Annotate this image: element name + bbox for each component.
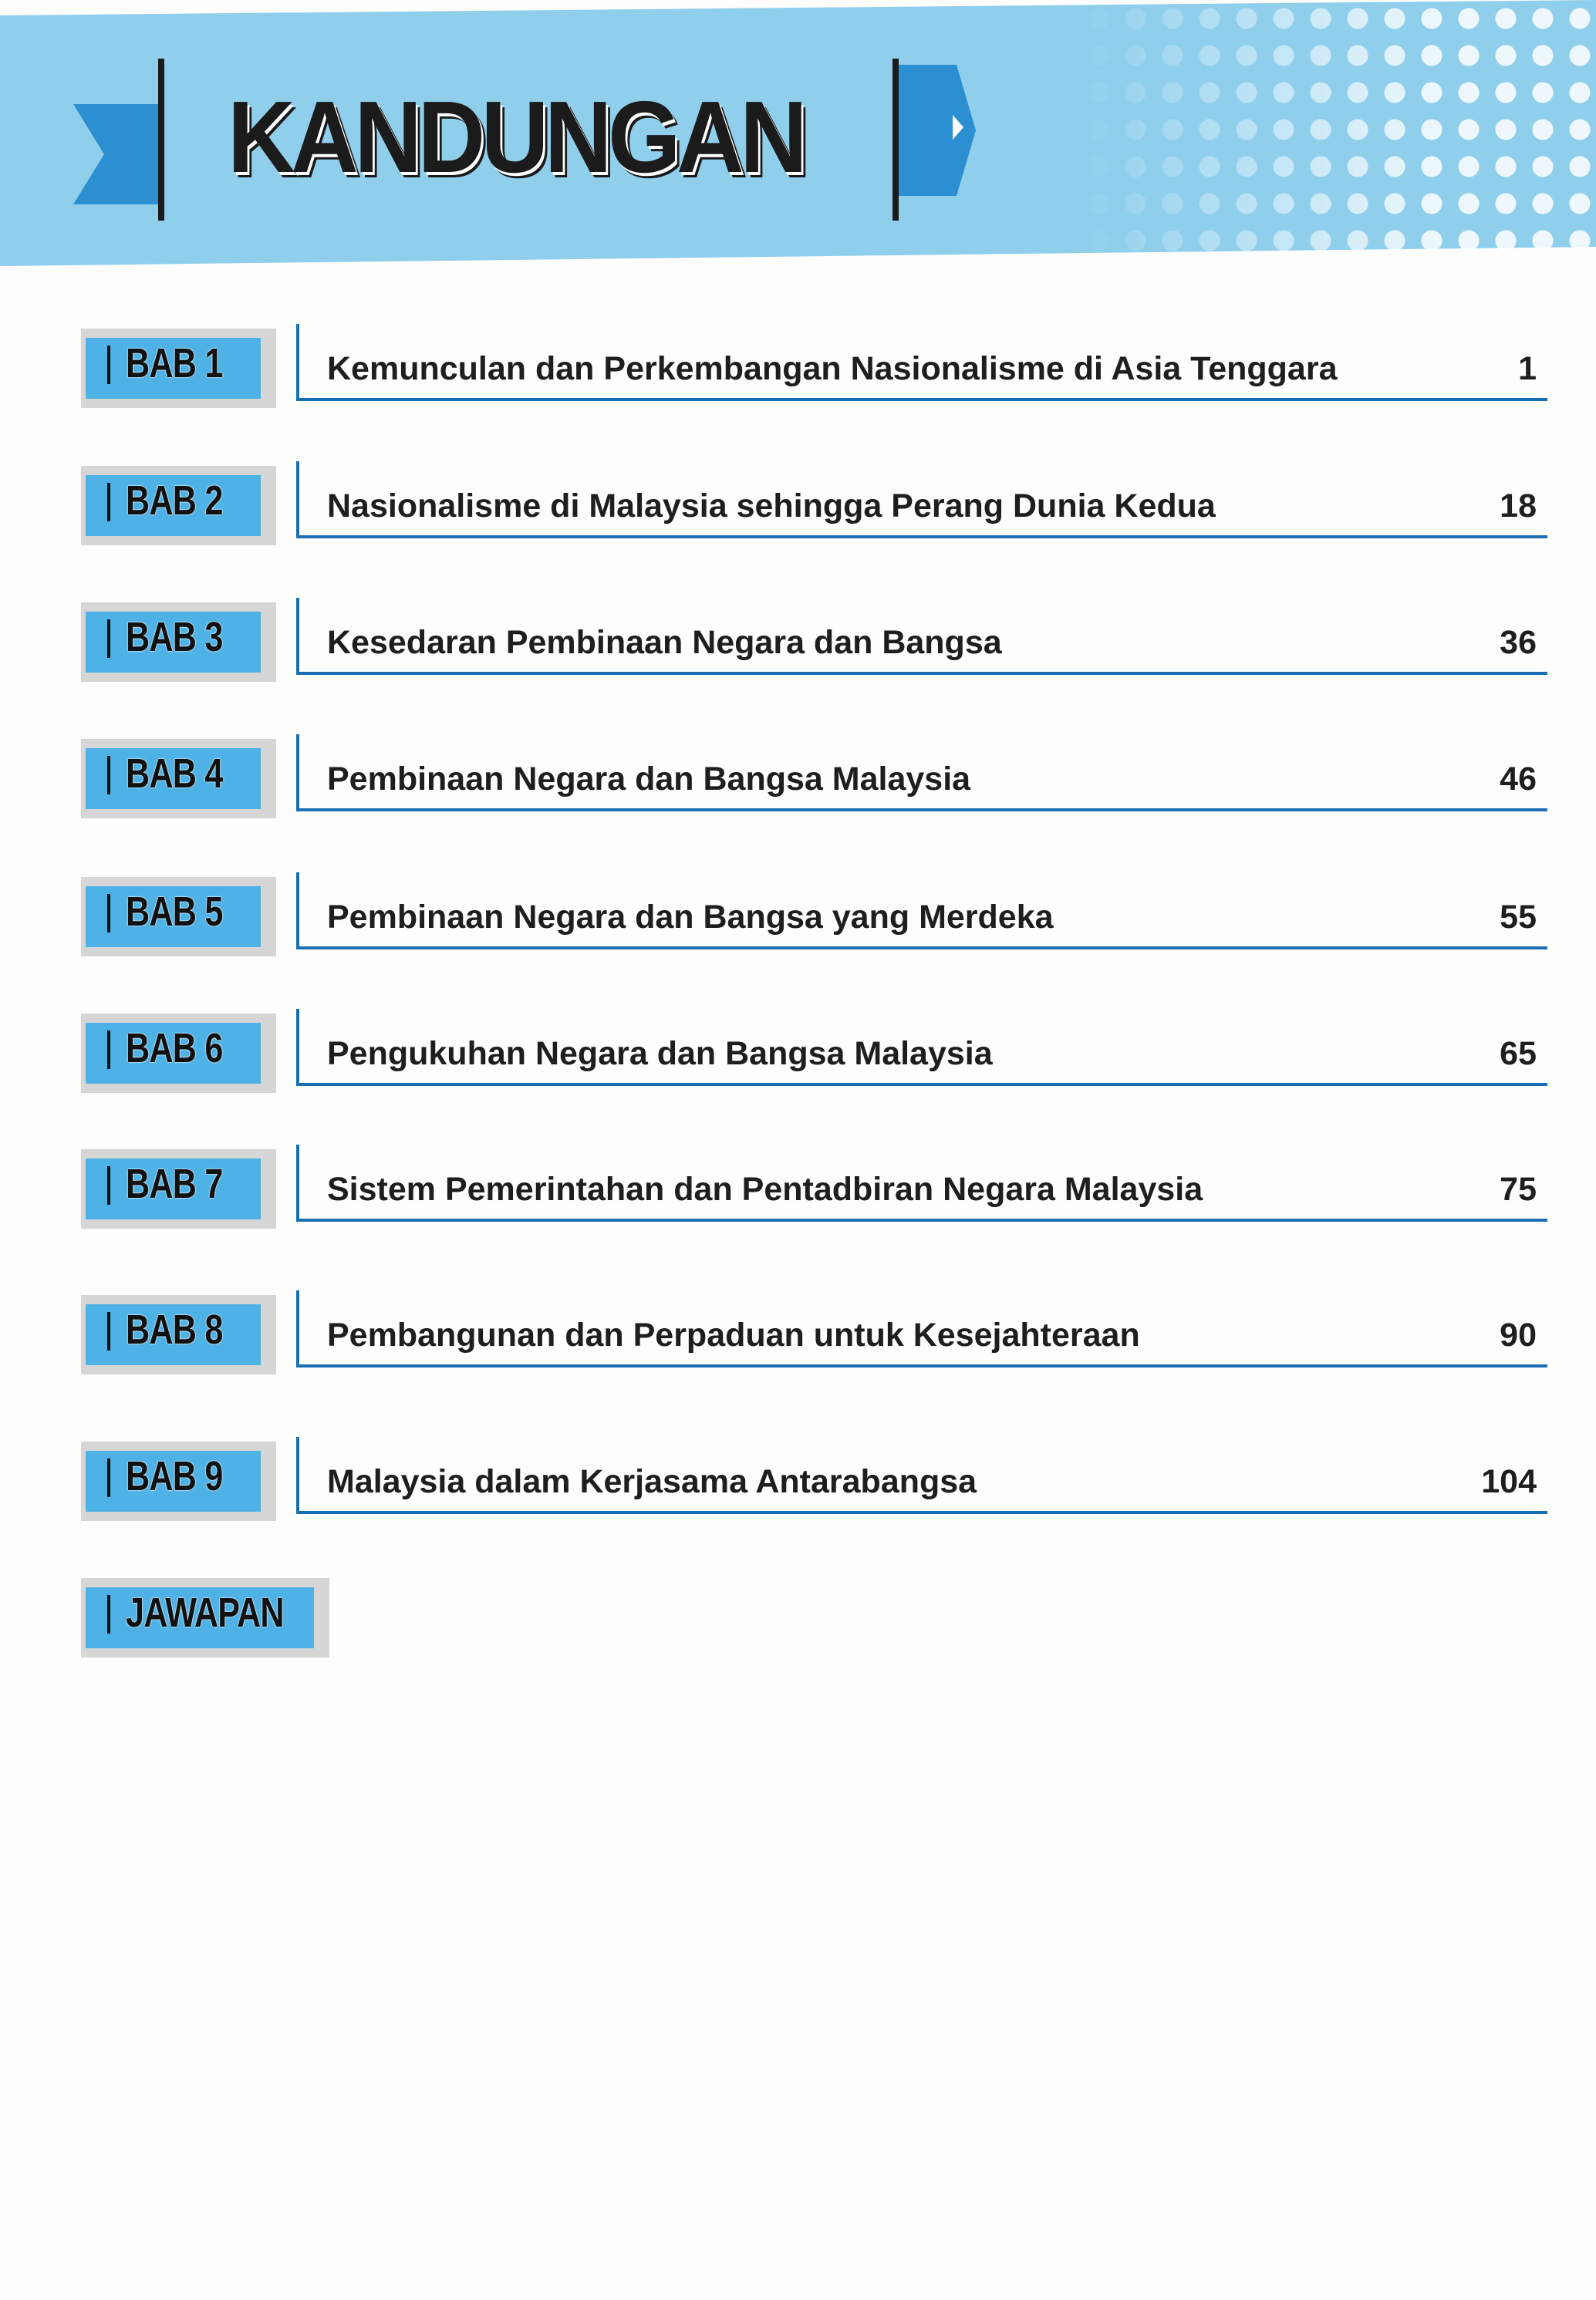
chapter-label: BAB 6 xyxy=(126,1025,223,1071)
chapter-entry[interactable] xyxy=(296,324,1547,401)
chapter-label-box xyxy=(81,1149,276,1229)
chapter-entry[interactable] xyxy=(296,1290,1547,1368)
chapter-page-number: 65 xyxy=(1500,1035,1537,1072)
chapter-label-box xyxy=(81,1013,276,1093)
chapter-label: BAB 8 xyxy=(126,1307,223,1353)
toc-row[interactable] xyxy=(0,329,1596,413)
toc-row[interactable] xyxy=(0,466,1596,551)
chapter-label: BAB 3 xyxy=(126,614,223,660)
chapter-title: Nasionalisme di Malaysia sehingga Perang Dunia Kedua xyxy=(327,487,1216,524)
chapter-entry[interactable] xyxy=(296,1145,1547,1222)
toc-row[interactable] xyxy=(0,1013,1596,1098)
chapter-title: Pembangunan dan Perpaduan untuk Kesejahteraan xyxy=(327,1317,1140,1354)
chapter-page-number: 36 xyxy=(1500,624,1537,661)
chapter-label-box xyxy=(81,1442,276,1521)
toc-row[interactable] xyxy=(0,1149,1596,1234)
chapter-page-number: 46 xyxy=(1500,760,1537,798)
answers-label: JAWAPAN xyxy=(126,1590,284,1636)
chapter-title: Pembinaan Negara dan Bangsa Malaysia xyxy=(327,760,971,798)
answers-label-box xyxy=(81,1578,329,1658)
chapter-label: BAB 5 xyxy=(126,889,223,935)
chapter-entry[interactable] xyxy=(296,461,1547,538)
chapter-label: BAB 9 xyxy=(126,1453,223,1499)
chapter-label-box xyxy=(81,1295,276,1374)
chapter-page-number: 18 xyxy=(1500,487,1537,524)
chapter-title: Malaysia dalam Kerjasama Antarabangsa xyxy=(327,1463,977,1500)
toc-row[interactable] xyxy=(0,1442,1596,1526)
halftone-dots-decoration xyxy=(1080,0,1596,262)
chapter-label: BAB 4 xyxy=(126,750,223,797)
toc-row[interactable] xyxy=(0,877,1596,962)
chapter-page-number: 55 xyxy=(1500,899,1537,936)
chapter-label-box xyxy=(81,329,276,408)
chapter-label-box xyxy=(81,466,276,545)
chapter-entry[interactable] xyxy=(296,598,1547,675)
chapter-entry[interactable] xyxy=(296,1437,1547,1514)
toc-row[interactable] xyxy=(0,739,1596,824)
chapter-entry[interactable] xyxy=(296,734,1547,811)
chapter-page-number: 90 xyxy=(1500,1317,1537,1354)
chapter-label-box xyxy=(81,739,276,818)
toc-row[interactable] xyxy=(0,1295,1596,1380)
chapter-entry[interactable] xyxy=(296,872,1547,949)
chapter-page-number: 1 xyxy=(1518,350,1537,387)
chapter-label-box xyxy=(81,602,276,682)
toc-row[interactable] xyxy=(0,602,1596,687)
toc-answers[interactable] xyxy=(0,1578,1596,1663)
chapter-label: BAB 1 xyxy=(126,340,223,386)
chapter-entry[interactable] xyxy=(296,1009,1547,1086)
chapter-title: Kemunculan dan Perkembangan Nasionalisme di Asia Tenggara xyxy=(327,350,1338,387)
chapter-title: Sistem Pemerintahan dan Pentadbiran Negara Malaysia xyxy=(327,1171,1203,1208)
chapter-label: BAB 7 xyxy=(126,1161,223,1207)
chapter-page-number: 75 xyxy=(1500,1171,1537,1208)
chapter-label-box xyxy=(81,877,276,956)
chapter-title: Kesedaran Pembinaan Negara dan Bangsa xyxy=(327,624,1002,661)
chapter-page-number: 104 xyxy=(1481,1463,1537,1500)
page-title: KANDUNGAN xyxy=(228,80,804,194)
chapter-title: Pengukuhan Negara dan Bangsa Malaysia xyxy=(327,1035,993,1072)
chapter-label: BAB 2 xyxy=(126,477,223,524)
chapter-title: Pembinaan Negara dan Bangsa yang Merdeka xyxy=(327,899,1054,936)
